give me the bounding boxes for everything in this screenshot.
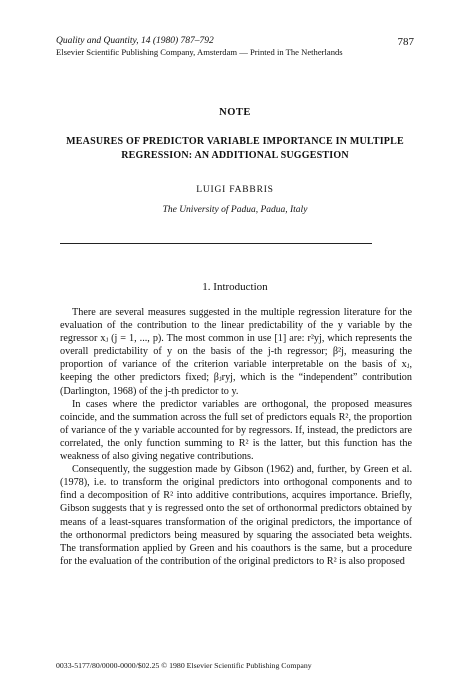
paragraph: There are several measures suggested in the multiple regression literature for the evaluation of the contribution to the linear predictability of the y variable by the regressor xⱼ (j = 1, ..., p). The most common in use [1] are: r²yj, which represents the overall predictability of y on the basis of the j-th regressor; β²j, measuring the proportion of variance of the criterion variable interpretable on the basis of xⱼ, keeping the other predictors fixed; βⱼryj, which is the “independent” contribution (Darlington, 1968) of the j-th predictor to y. [60, 307, 412, 397]
paragraph: In cases where the predictor variables are orthogonal, the proposed measures coincide, and the summation across the full set of predictors equals R², the proportion of variance of the y variable accounted for by regressors. If, instead, the predictors are correlated, the only function summing to R² is the latter, but this function has the weakness of also giving negative contributions. [60, 398, 412, 463]
body-text [60, 306, 412, 568]
page-number: 787 [397, 36, 414, 48]
author-affiliation: The University of Padua, Padua, Italy [162, 205, 308, 215]
author-name: LUIGI FABBRIS [196, 185, 274, 195]
copyright-footer: 0033-5177/80/0000-0000/$02.25 © 1980 Elsevier Scientific Publishing Company [56, 661, 312, 670]
journal-citation: Quality and Quantity, 14 (1980) 787–792 [56, 36, 214, 46]
article-title: MEASURES OF PREDICTOR VARIABLE IMPORTANCE IN MULTIPLE REGRESSION: AN ADDITIONAL SUGGESTION [66, 136, 404, 161]
note-label: NOTE [219, 107, 251, 118]
paragraph: Consequently, the suggestion made by Gibson (1962) and, further, by Green et al. (1978), i.e. to transform the original predictors into orthogonal components and to find a decomposition of R² into additive contributions, acquires importance. Briefly, Gibson suggests that y is regressed onto the set of orthonormal predictors obtained by means of a least-squares transformation of the original predictors, the importance of the orthonormal predictors being measured by squaring the associated beta weights. The transformation applied by Green and his coauthors is the same, but a procedure for the evaluation of the contribution of the original predictors to R² is also proposed [60, 464, 412, 567]
section-divider [60, 243, 372, 244]
publisher-line: Elsevier Scientific Publishing Company, Amsterdam — Printed in The Netherlands [56, 47, 343, 57]
section-heading: 1. Introduction [202, 281, 268, 293]
